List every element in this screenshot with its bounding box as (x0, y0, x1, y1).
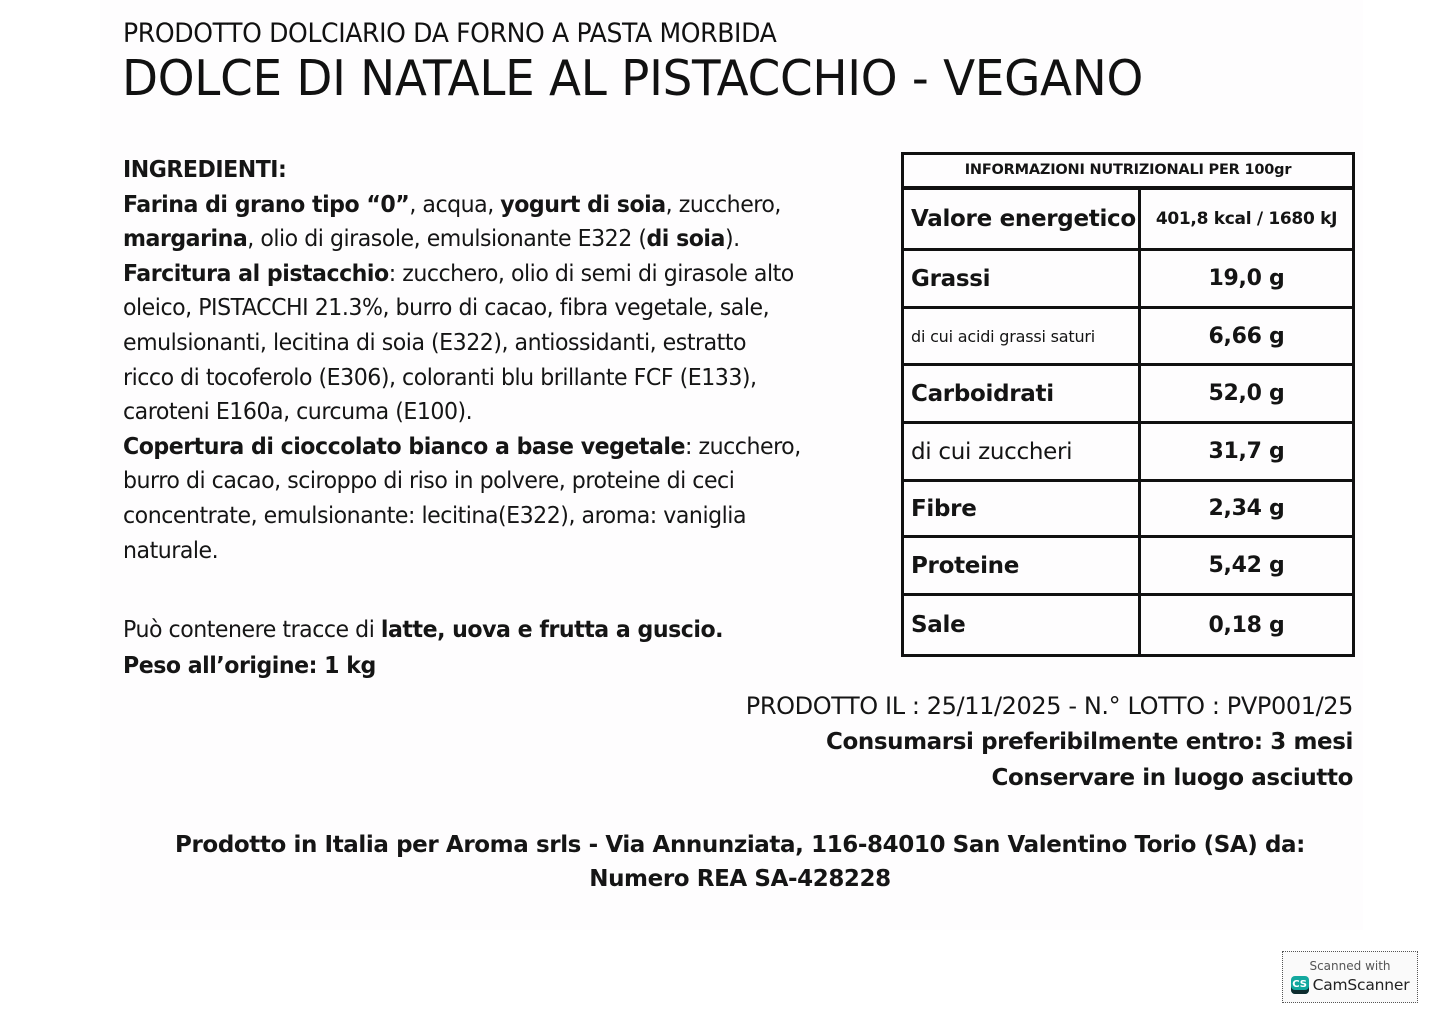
nutrient-value: 2,34 g (1208, 496, 1285, 521)
camscanner-logo-icon: CS (1291, 976, 1309, 994)
nutrition-row (904, 424, 1352, 482)
nutrient-name: Proteine (904, 538, 1141, 593)
ingredients-section (123, 153, 872, 568)
ingredient-highlight: yogurt di soia (500, 191, 666, 218)
nutrition-row (904, 366, 1352, 424)
scanned-with-label: Scanned with (1309, 959, 1391, 973)
ingredient-line (123, 257, 872, 292)
nutrition-rows (904, 190, 1352, 654)
ingredients-heading: INGREDIENTI: (123, 157, 287, 183)
ingredient-text: , olio di girasole, emulsionante E322 ( (247, 226, 647, 253)
camscanner-watermark (1282, 951, 1418, 1003)
production-info (746, 688, 1353, 796)
ingredient-highlight: Farina di grano tipo “0” (123, 191, 410, 218)
nutrition-row (904, 482, 1352, 538)
nutrient-name: Valore energetico (904, 190, 1141, 248)
ingredient-highlight: di soia (646, 226, 725, 253)
ingredient-text: , acqua, (409, 191, 501, 218)
ingredient-text: : zucchero, (685, 433, 801, 460)
ingredient-line (123, 291, 872, 326)
nutrient-name: Fibre (904, 482, 1141, 535)
ingredient-highlight: Copertura di cioccolato bianco a base vegetale (123, 433, 686, 460)
net-weight: Peso all’origine: 1 kg (123, 653, 376, 679)
nutrition-row (904, 190, 1352, 251)
ingredients-list (123, 188, 872, 569)
nutrient-value: 5,42 g (1208, 553, 1285, 578)
ingredient-text: naturale. (123, 537, 219, 564)
nutrition-table-header: INFORMAZIONI NUTRIZIONALI PER 100gr (904, 155, 1352, 190)
allergen-prefix: Può contenere tracce di (123, 617, 381, 643)
nutrient-value: 0,18 g (1208, 612, 1285, 638)
ingredient-text: , zucchero, (665, 191, 781, 218)
camscanner-brand-name: CamScanner (1312, 976, 1410, 994)
ingredient-line (123, 499, 872, 534)
nutrient-value: 31,7 g (1208, 439, 1285, 464)
nutrient-name: di cui zuccheri (904, 424, 1141, 479)
ingredient-text: burro di cacao, sciroppo di riso in polvere, proteine di ceci (123, 468, 735, 495)
ingredient-text: : zucchero, olio di semi di girasole alto (388, 260, 794, 287)
nutrition-row (904, 309, 1352, 366)
ingredient-text: oleico, PISTACCHI 21.3%, burro di cacao, fibra vegetale, sale, (123, 295, 770, 322)
nutrient-name: Grassi (904, 251, 1141, 306)
ingredient-highlight: margarina (123, 226, 248, 253)
production-date-lot: PRODOTTO IL : 25/11/2025 - N.° LOTTO : PVP001/25 (745, 692, 1353, 720)
producer-info (140, 828, 1340, 896)
product-title: DOLCE DI NATALE AL PISTACCHIO - VEGANO (122, 50, 1144, 107)
nutrition-table (901, 152, 1355, 657)
ingredient-text: ricco di tocoferolo (E306), coloranti blu brillante FCF (E133), (123, 364, 757, 391)
ingredient-line (123, 395, 872, 430)
ingredient-text: caroteni E160a, curcuma (E100). (123, 399, 473, 426)
ingredient-highlight: Farcitura al pistacchio (123, 260, 389, 287)
ingredient-line (123, 222, 872, 257)
nutrient-name: Sale (904, 596, 1141, 654)
nutrient-value: 19,0 g (1208, 266, 1285, 291)
best-before: Consumarsi preferibilmente entro: 3 mesi (825, 729, 1353, 755)
storage-instructions: Conservare in luogo asciutto (991, 765, 1353, 791)
allergen-section (123, 612, 723, 684)
allergen-list: latte, uova e frutta a guscio. (380, 617, 724, 643)
nutrient-value: 6,66 g (1208, 323, 1285, 349)
product-category: PRODOTTO DOLCIARIO DA FORNO A PASTA MORBIDA (123, 18, 777, 49)
producer-rea-number: Numero REA SA-428228 (589, 866, 891, 892)
nutrient-name: Carboidrati (904, 366, 1141, 421)
ingredient-line (123, 464, 872, 499)
nutrient-value: 401,8 kcal / 1680 kJ (1155, 209, 1338, 229)
nutrition-row (904, 538, 1352, 596)
ingredient-line (123, 430, 872, 465)
nutrition-row (904, 251, 1352, 309)
nutrient-name: di cui acidi grassi saturi (904, 309, 1141, 363)
ingredient-line (123, 188, 872, 223)
ingredient-line (123, 534, 872, 569)
allergen-notice (123, 612, 723, 648)
ingredient-line (123, 361, 872, 396)
camscanner-brand (1283, 976, 1417, 994)
nutrient-value: 52,0 g (1208, 381, 1285, 406)
ingredient-line (123, 326, 872, 361)
ingredient-text: emulsionanti, lecitina di soia (E322), antiossidanti, estratto (123, 329, 747, 356)
ingredient-text: concentrate, emulsionante: lecitina(E322), aroma: vaniglia (123, 502, 746, 529)
nutrition-row (904, 596, 1352, 654)
producer-address: Prodotto in Italia per Aroma srls - Via Annunziata, 116-84010 San Valentino Torio (SA) da: (175, 832, 1305, 858)
ingredient-text: ). (724, 226, 740, 253)
